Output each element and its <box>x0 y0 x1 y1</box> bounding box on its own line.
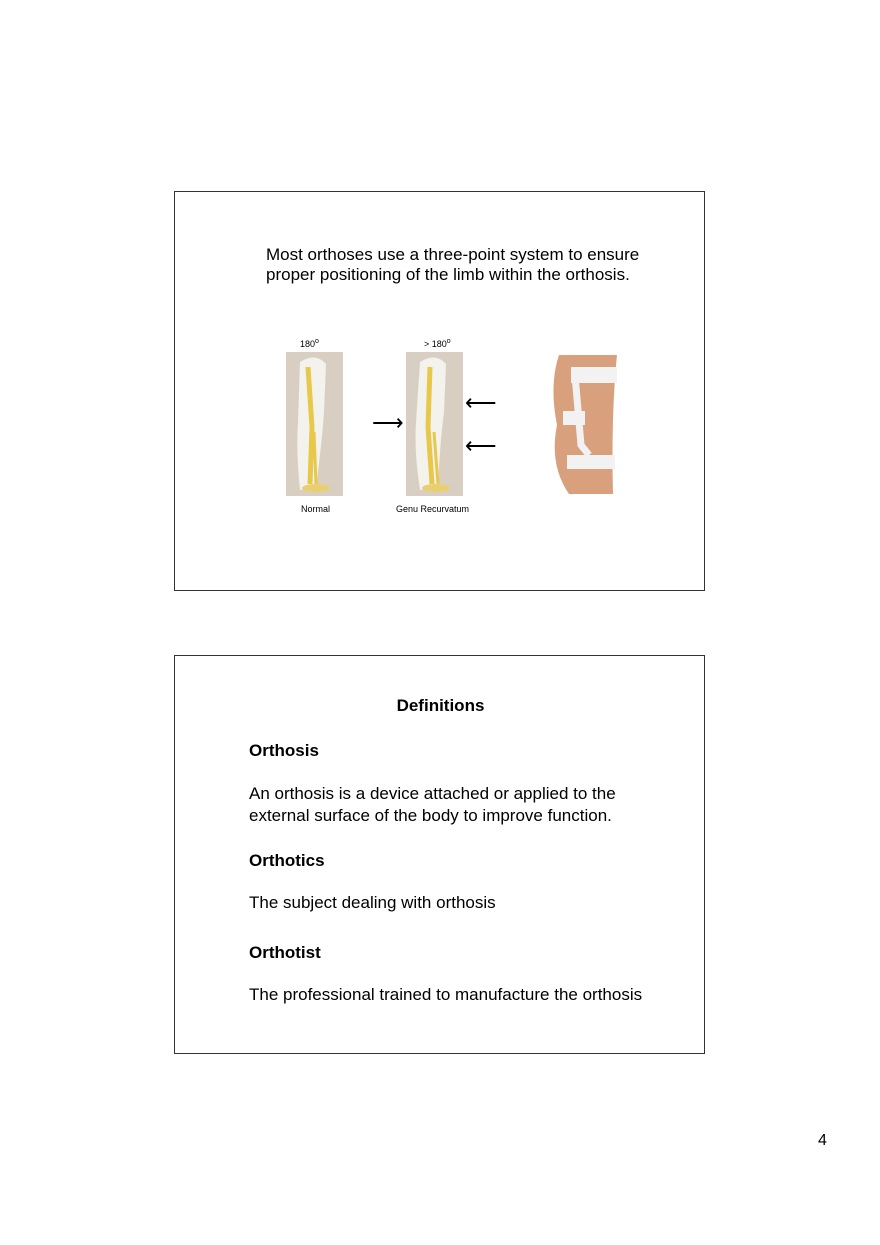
genu-recurvatum-leg-image <box>406 352 463 496</box>
term-orthotist: Orthotist <box>249 943 321 962</box>
definition-line: An orthosis is a device attached or applied to the <box>249 784 616 803</box>
page-number: 4 <box>818 1132 827 1149</box>
definition-line: external surface of the body to improve function. <box>249 806 612 825</box>
term-orthotics: Orthotics <box>249 851 325 870</box>
definition-orthotics: The subject dealing with orthosis <box>249 893 496 912</box>
term-orthosis: Orthosis <box>249 741 319 760</box>
slide-definitions <box>174 655 705 1054</box>
slide-three-point-system <box>174 191 705 591</box>
arrow-left-icon: ⟵ <box>465 433 497 458</box>
knee-brace-photo <box>549 355 619 494</box>
angle-normal-label: 180$^o$ <box>300 338 319 349</box>
arrow-right-icon: ⟶ <box>372 410 404 435</box>
normal-leg-skeleton-image <box>286 352 343 496</box>
genu-recurvatum-caption: Genu Recurvatum <box>396 504 470 514</box>
definition-orthotist: The professional trained to manufacture the orthosis <box>249 985 643 1004</box>
slide-text-line: proper positioning of the limb within the orthosis. <box>266 265 630 284</box>
slide-title: Definitions <box>396 696 485 715</box>
normal-caption: Normal <box>301 504 331 514</box>
slide-text-line: Most orthoses use a three-point system to ensure <box>266 245 640 264</box>
angle-genu-label: > $180^o$ <box>424 338 451 349</box>
arrow-left-icon: ⟵ <box>465 390 497 415</box>
